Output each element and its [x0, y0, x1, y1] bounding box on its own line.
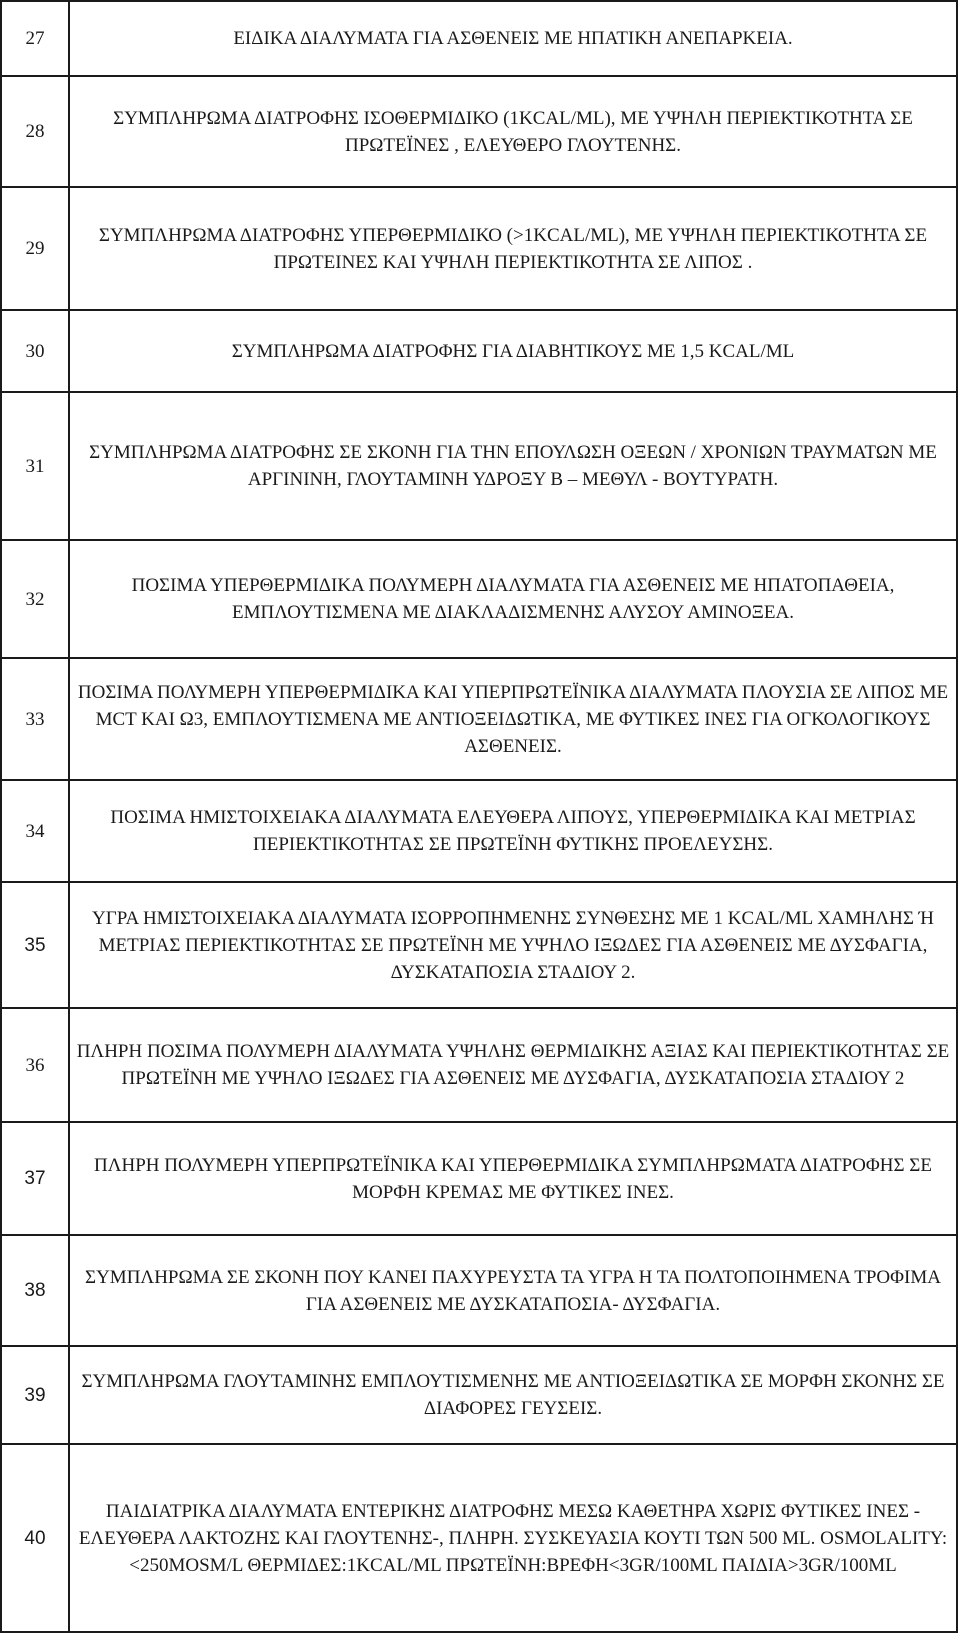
- table-row: [1, 882, 957, 1008]
- item-description: ΕΙΔΙΚΑ ΔΙΑΛΥΜΑΤΑ ΓΙΑ ΑΣΘΕΝΕΙΣ ΜΕ ΗΠΑΤΙΚΗ ΑΝΕΠΑΡΚΕΙΑ.: [69, 1, 957, 76]
- item-description: ΠΛΗΡΗ ΠΟΣΙΜΑ ΠΟΛΥΜΕΡΗ ΔΙΑΛΥΜΑΤΑ ΥΨΗΛΗΣ ΘΕΡΜΙΔΙΚΗΣ ΑΞΙΑΣ ΚΑΙ ΠΕΡΙΕΚΤΙΚΟΤΗΤΑΣ ΣΕ ΠΡΩΤΕΪΝΗ ΜΕ ΥΨΗΛΟ ΙΞΩΔΕΣ ΓΙΑ ΑΣΘΕΝΕΙΣ ΜΕ ΔΥΣΦΑΓΙΑ, ΔΥΣΚΑΤΑΠΟΣΙΑ ΣΤΑΔΙΟΥ 2: [69, 1008, 957, 1122]
- item-number: 30: [1, 310, 69, 392]
- item-description: ΠΟΣΙΜΑ ΗΜΙΣΤΟΙΧΕΙΑΚΑ ΔΙΑΛΥΜΑΤΑ ΕΛΕΥΘΕΡΑ ΛΙΠΟΥΣ, ΥΠΕΡΘΕΡΜΙΔΙΚΑ ΚΑΙ ΜΕΤΡΙΑΣ ΠΕΡΙΕΚΤΙΚΟΤΗΤΑΣ ΣΕ ΠΡΩΤΕΪΝΗ ΦΥΤΙΚΗΣ ΠΡΟΕΛΕΥΣΗΣ.: [69, 780, 957, 882]
- table-row: [1, 76, 957, 187]
- item-number: 37: [1, 1122, 69, 1235]
- item-number: 29: [1, 187, 69, 310]
- item-description: ΥΓΡΑ ΗΜΙΣΤΟΙΧΕΙΑΚΑ ΔΙΑΛΥΜΑΤΑ ΙΣΟΡΡΟΠΗΜΕΝΗΣ ΣΥΝΘΕΣΗΣ ΜΕ 1 KCAL/ML ΧΑΜΗΛΗΣ Ή ΜΕΤΡΙΑΣ ΠΕΡΙΕΚΤΙΚΟΤΗΤΑΣ ΣΕ ΠΡΩΤΕΪΝΗ ΜΕ ΥΨΗΛΟ ΙΞΩΔΕΣ ΓΙΑ ΑΣΘΕΝΕΙΣ ΜΕ ΔΥΣΦΑΓΙΑ, ΔΥΣΚΑΤΑΠΟΣΙΑ ΣΤΑΔΙΟΥ 2.: [69, 882, 957, 1008]
- item-number: 35: [1, 882, 69, 1008]
- table-row: [1, 392, 957, 540]
- item-number: 33: [1, 658, 69, 780]
- item-number: 32: [1, 540, 69, 658]
- item-number: 27: [1, 1, 69, 76]
- item-number: 36: [1, 1008, 69, 1122]
- item-number: 28: [1, 76, 69, 187]
- table-row: [1, 658, 957, 780]
- table-row: [1, 187, 957, 310]
- table-row: [1, 310, 957, 392]
- item-description: ΠΟΣΙΜΑ ΥΠΕΡΘΕΡΜΙΔΙΚΑ ΠΟΛΥΜΕΡΗ ΔΙΑΛΥΜΑΤΑ ΓΙΑ ΑΣΘΕΝΕΙΣ ΜΕ ΗΠΑΤΟΠΑΘΕΙΑ, ΕΜΠΛΟΥΤΙΣΜΕΝΑ ΜΕ ΔΙΑΚΛΑΔΙΣΜΕΝΗΣ ΑΛΥΣΟΥ ΑΜΙΝΟΞΕΑ.: [69, 540, 957, 658]
- item-number: 39: [1, 1346, 69, 1444]
- item-number: 31: [1, 392, 69, 540]
- item-number: 34: [1, 780, 69, 882]
- table-row: [1, 1122, 957, 1235]
- item-description: ΠΛΗΡΗ ΠΟΛΥΜΕΡΗ ΥΠΕΡΠΡΩΤΕΪΝΙΚΑ ΚΑΙ ΥΠΕΡΘΕΡΜΙΔΙΚΑ ΣΥΜΠΛΗΡΩΜΑΤΑ ΔΙΑΤΡΟΦΗΣ ΣΕ ΜΟΡΦΗ ΚΡΕΜΑΣ ΜΕ ΦΥΤΙΚΕΣ ΙΝΕΣ.: [69, 1122, 957, 1235]
- table-row: [1, 1444, 957, 1632]
- item-number: 38: [1, 1235, 69, 1346]
- item-description: ΣΥΜΠΛΗΡΩΜΑ ΣΕ ΣΚΟΝΗ ΠΟΥ ΚΑΝΕΙ ΠΑΧΥΡΕΥΣΤΑ ΤΑ ΥΓΡΑ Η ΤΑ ΠΟΛΤΟΠΟΙΗΜΕΝΑ ΤΡΟΦΙΜΑ ΓΙΑ ΑΣΘΕΝΕΙΣ ΜΕ ΔΥΣΚΑΤΑΠΟΣΙΑ- ΔΥΣΦΑΓΙΑ.: [69, 1235, 957, 1346]
- item-description: ΠΟΣΙΜΑ ΠΟΛΥΜΕΡΗ ΥΠΕΡΘΕΡΜΙΔΙΚΑ ΚΑΙ ΥΠΕΡΠΡΩΤΕΪΝΙΚΑ ΔΙΑΛΥΜΑΤΑ ΠΛΟΥΣΙΑ ΣΕ ΛΙΠΟΣ ΜΕ MCT ΚΑΙ Ω3, ΕΜΠΛΟΥΤΙΣΜΕΝΑ ΜΕ ΑΝΤΙΟΞΕΙΔΩΤΙΚΑ, ΜΕ ΦΥΤΙΚΕΣ ΙΝΕΣ ΓΙΑ ΟΓΚΟΛΟΓΙΚΟΥΣ ΑΣΘΕΝΕΙΣ.: [69, 658, 957, 780]
- table-row: [1, 540, 957, 658]
- item-description: ΣΥΜΠΛΗΡΩΜΑ ΓΛΟΥΤΑΜΙΝΗΣ ΕΜΠΛΟΥΤΙΣΜΕΝΗΣ ΜΕ ΑΝΤΙΟΞΕΙΔΩΤΙΚΑ ΣΕ ΜΟΡΦΗ ΣΚΟΝΗΣ ΣΕ ΔΙΑΦΟΡΕΣ ΓΕΥΣΕΙΣ.: [69, 1346, 957, 1444]
- table-row: [1, 1235, 957, 1346]
- table-row: [1, 780, 957, 882]
- item-number: 40: [1, 1444, 69, 1632]
- item-description: ΣΥΜΠΛΗΡΩΜΑ ΔΙΑΤΡΟΦΗΣ ΥΠΕΡΘΕΡΜΙΔΙΚΟ (>1KCAL/ML), ΜΕ ΥΨΗΛΗ ΠΕΡΙΕΚΤΙΚΟΤΗΤΑ ΣΕ ΠΡΩΤΕΙΝΕΣ ΚΑΙ ΥΨΗΛΗ ΠΕΡΙΕΚΤΙΚΟΤΗΤΑ ΣΕ ΛΙΠΟΣ .: [69, 187, 957, 310]
- item-description: ΣΥΜΠΛΗΡΩΜΑ ΔΙΑΤΡΟΦΗΣ ΙΣΟΘΕΡΜΙΔΙΚΟ (1KCAL/ML), ΜΕ ΥΨΗΛΗ ΠΕΡΙΕΚΤΙΚΟΤΗΤΑ ΣΕ ΠΡΩΤΕΪΝΕΣ , ΕΛΕΥΘΕΡΟ ΓΛΟΥΤΕΝΗΣ.: [69, 76, 957, 187]
- item-description: ΠΑΙΔΙΑΤΡΙΚΑ ΔΙΑΛΥΜΑΤΑ ΕΝΤΕΡΙΚΗΣ ΔΙΑΤΡΟΦΗΣ ΜΕΣΩ ΚΑΘΕΤΗΡΑ ΧΩΡΙΣ ΦΥΤΙΚΕΣ ΙΝΕΣ - ΕΛΕΥΘΕΡΑ ΛΑΚΤΟΖΗΣ ΚΑΙ ΓΛΟΥΤΕΝΗΣ-, ΠΛΗΡΗ. ΣΥΣΚΕΥΑΣΙΑ ΚΟΥΤΙ ΤΩΝ 500 ML. OSMOLALITY:<250MOSM/L ΘΕΡΜΙΔΕΣ:1KCAL/ML ΠΡΩΤΕΪΝΗ:ΒΡΕΦΗ<3GR/100ML ΠΑΙΔΙΑ>3GR/100ML: [69, 1444, 957, 1632]
- table-row: [1, 1346, 957, 1444]
- table-row: [1, 1008, 957, 1122]
- item-description: ΣΥΜΠΛΗΡΩΜΑ ΔΙΑΤΡΟΦΗΣ ΣΕ ΣΚΟΝΗ ΓΙΑ ΤΗΝ ΕΠΟΥΛΩΣΗ ΟΞΕΩΝ / ΧΡΟΝΙΩΝ ΤΡΑΥΜΑΤΩΝ ΜΕ ΑΡΓΙΝΙΝΗ, ΓΛΟΥΤΑΜΙΝΗ ΥΔΡΟΞΥ Β – ΜΕΘΥΛ - ΒΟΥΤΥΡΑΤΗ.: [69, 392, 957, 540]
- table-row: [1, 1, 957, 76]
- item-description: ΣΥΜΠΛΗΡΩΜΑ ΔΙΑΤΡΟΦΗΣ ΓΙΑ ΔΙΑΒΗΤΙΚΟΥΣ ΜΕ 1,5 KCAL/ML: [69, 310, 957, 392]
